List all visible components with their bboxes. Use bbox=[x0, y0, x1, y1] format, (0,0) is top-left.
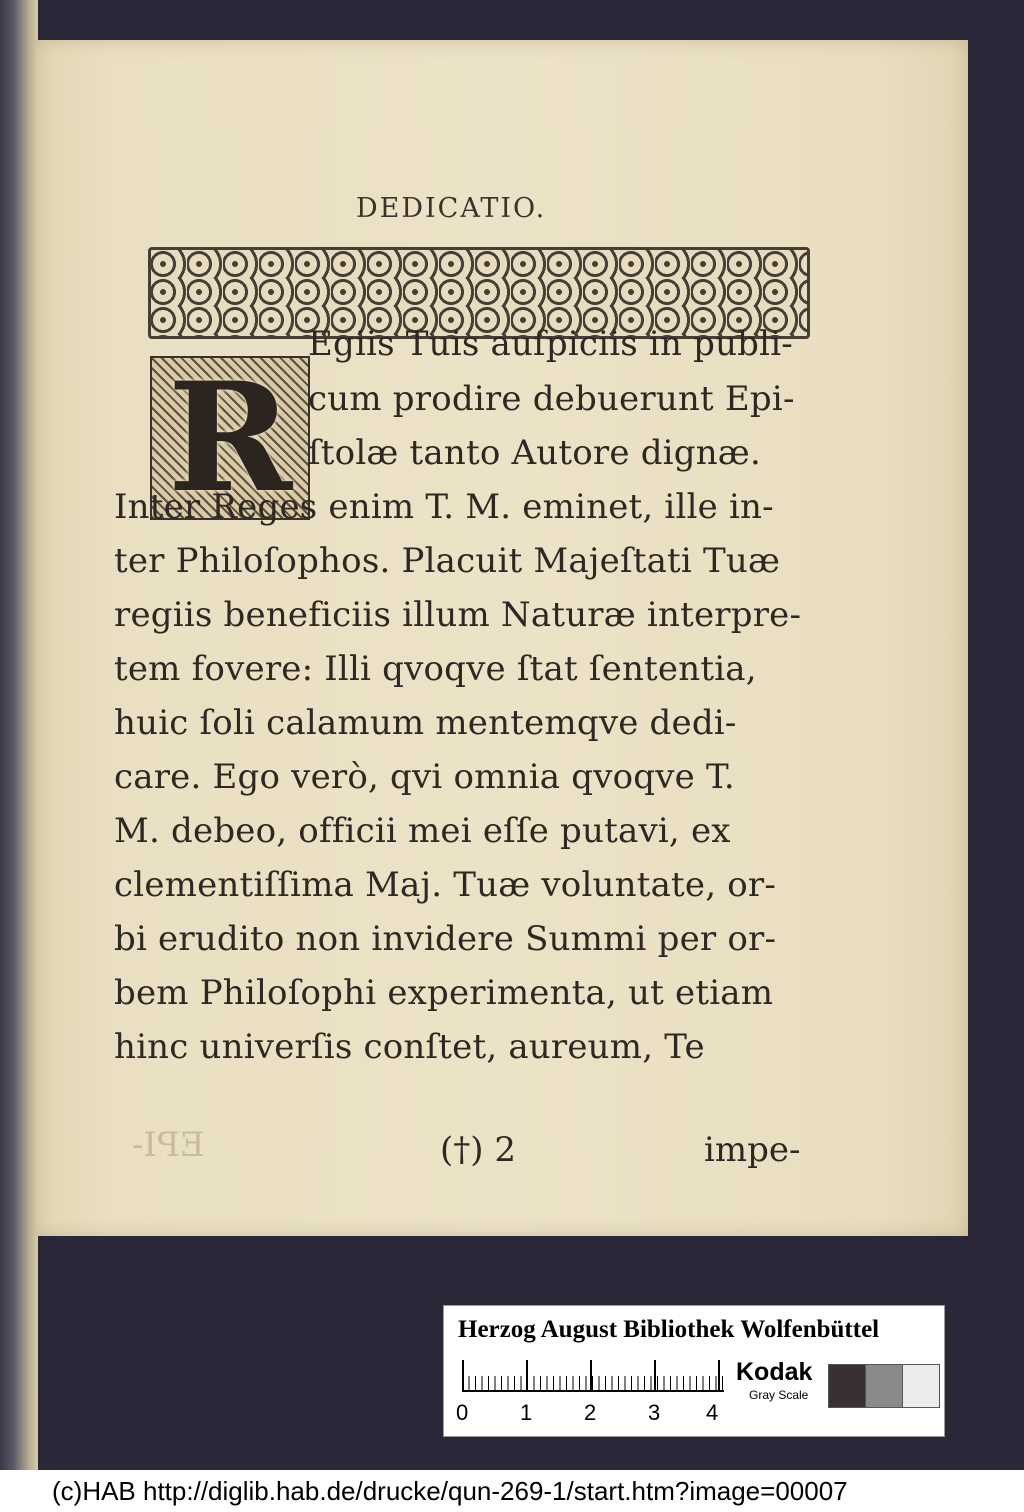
ruler-tick bbox=[526, 1360, 528, 1390]
text-line: Inter Reges enim T. M. eminet, ille in- bbox=[114, 487, 774, 527]
library-name: Herzog August Bibliothek Wolfenbüttel bbox=[458, 1316, 880, 1343]
book-binding-edge bbox=[0, 0, 38, 1470]
gray-patch bbox=[902, 1364, 940, 1408]
text-line: hinc univerſis conſtet, aureum, Te bbox=[114, 1027, 705, 1067]
scale-number: 2 bbox=[584, 1400, 597, 1425]
text-line: bi erudito non invidere Summi per or- bbox=[114, 919, 777, 959]
scale-number: 4 bbox=[706, 1400, 719, 1425]
text-line: cum prodire debuerunt Epi- bbox=[308, 379, 795, 419]
scale-number: 3 bbox=[648, 1400, 661, 1425]
text-line: clementiſſima Maj. Tuæ voluntate, or- bbox=[114, 865, 777, 905]
text-line: M. debeo, officii mei eſſe putavi, ex bbox=[114, 811, 731, 851]
ruler-tick bbox=[462, 1360, 464, 1390]
kodak-logo: Kodak bbox=[736, 1358, 813, 1386]
measurement-ruler bbox=[462, 1360, 724, 1392]
text-line: huic ſoli calamum mentemqve dedi- bbox=[114, 703, 737, 743]
running-head: DEDICATIO. bbox=[356, 193, 547, 224]
footer-bar bbox=[0, 1470, 1024, 1512]
source-url-text: (c)HAB http://diglib.hab.de/drucke/qun-269-1/start.htm?image=00007 bbox=[52, 1476, 848, 1506]
text-line: ter Philoſophos. Placuit Majeſtati Tuæ bbox=[114, 541, 781, 581]
scale-number: 1 bbox=[520, 1400, 533, 1425]
scale-number: 0 bbox=[456, 1400, 469, 1425]
ruler-tick bbox=[654, 1360, 656, 1390]
text-line: Egiis Tuis auſpiciis in publi- bbox=[308, 324, 793, 364]
text-line: tem fovere: Illi qvoqve ſtat ſententia, bbox=[114, 649, 757, 689]
ruler-tick bbox=[718, 1360, 720, 1390]
text-line: ſtolæ tanto Autore dignæ. bbox=[308, 433, 761, 473]
library-color-scale-label bbox=[443, 1305, 945, 1437]
text-line: care. Ego verò, qvi omnia qvoqve T. bbox=[114, 757, 735, 797]
book-page bbox=[36, 40, 968, 1236]
initial-letter: R bbox=[167, 350, 293, 526]
text-line: regiis beneficiis illum Naturæ interpre- bbox=[114, 595, 802, 635]
signature-mark: (†) 2 bbox=[440, 1130, 516, 1170]
text-line: bem Philoſophi experimenta, ut etiam bbox=[114, 973, 774, 1013]
gray-patch bbox=[865, 1364, 903, 1408]
catchword: impe- bbox=[704, 1130, 801, 1170]
ruler-tick bbox=[590, 1360, 592, 1390]
kodak-subtitle: Gray Scale bbox=[749, 1388, 809, 1402]
gray-patch bbox=[828, 1364, 866, 1408]
bleed-through-text: EPI- bbox=[132, 1125, 205, 1165]
